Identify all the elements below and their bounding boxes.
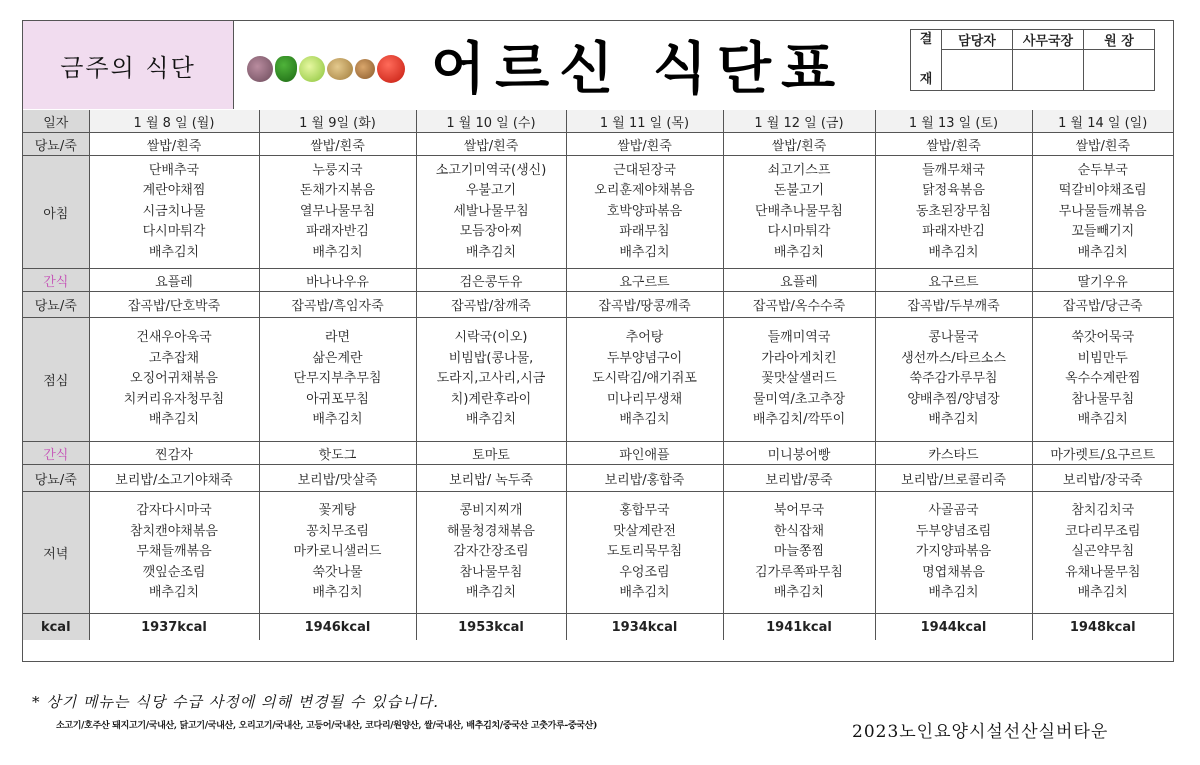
- menu-item: 꼬들빼기지: [1071, 224, 1135, 240]
- menu-item: 시금치나물: [142, 203, 206, 219]
- menu-item: 들깨무채국: [922, 162, 985, 178]
- row-label-kcal: kcal: [23, 614, 89, 641]
- lunch-cell: [723, 318, 875, 442]
- menu-item: 두부양념조림: [915, 523, 992, 539]
- potato-icon: [327, 58, 353, 80]
- approval-role: 사무국장: [1013, 30, 1084, 50]
- menu-item: 배추김치: [928, 585, 979, 601]
- rice2-cell: 잡곡밥/당근죽: [1032, 292, 1173, 318]
- menu-item: 마늘쫑찜: [773, 544, 825, 560]
- menu-item: 오징어귀채볶음: [130, 371, 218, 387]
- snack1-cell: 요구르트: [566, 269, 723, 292]
- snack2-cell: 마가렛트/요구르트: [1032, 442, 1173, 465]
- menu-item: 라면: [324, 330, 351, 346]
- menu-item: 참나물무침: [459, 564, 523, 580]
- row-label-rice2: 당뇨/죽: [23, 292, 89, 318]
- breakfast-cell: [723, 156, 875, 269]
- breakfast-cell: [566, 156, 723, 269]
- row-rice2: [23, 292, 1173, 318]
- kcal-cell: 1941kcal: [723, 614, 875, 641]
- rice1-cell: 쌀밥/흰죽: [875, 133, 1032, 156]
- menu-item: 배추김치: [1077, 244, 1128, 260]
- menu-item: 양배추찜/양념장: [907, 391, 1000, 407]
- rice1-cell: 쌀밥/흰죽: [416, 133, 566, 156]
- menu-item: 꽃맛살샐러드: [761, 371, 837, 387]
- menu-item: 추어탕: [625, 330, 664, 346]
- row-label-rice3: 당뇨/죽: [23, 465, 89, 492]
- menu-item: 건새우아욱국: [136, 330, 212, 346]
- date-cell: 1 월 8 일 (월): [89, 110, 259, 133]
- menu-item: 가지양파볶음: [915, 544, 992, 560]
- row-snack2: [23, 442, 1173, 465]
- snack1-cell: 바나나우유: [259, 269, 416, 292]
- menu-item: 다시마튀각: [142, 224, 206, 240]
- rice1-cell: 쌀밥/흰죽: [89, 133, 259, 156]
- menu-item: 코다리무조림: [1065, 523, 1141, 539]
- rice2-cell: 잡곡밥/흑임자죽: [259, 292, 416, 318]
- menu-item: 소고기미역국(생신): [435, 162, 547, 178]
- menu-sheet: [22, 20, 1174, 662]
- menu-item: 쑥갓어묵국: [1071, 330, 1135, 346]
- date-cell: 1 월 10 일 (수): [416, 110, 566, 133]
- snack2-cell: 파인애플: [566, 442, 723, 465]
- lunch-cell: [259, 318, 416, 442]
- menu-item: 콩나물국: [928, 330, 979, 346]
- menu-item: 꽁치무조림: [306, 523, 369, 539]
- menu-item: 도라지,고사리,시금: [436, 371, 546, 387]
- snack2-cell: 카스타드: [875, 442, 1032, 465]
- snack1-cell: 요플레: [89, 269, 259, 292]
- menu-item: 배추김치: [1077, 585, 1128, 601]
- row-lunch: [23, 318, 1173, 442]
- menu-item: 배추김치: [312, 244, 363, 260]
- header: [23, 21, 1173, 111]
- row-rice3: [23, 465, 1173, 492]
- menu-table: [23, 110, 1173, 640]
- lunch-cell: [875, 318, 1032, 442]
- menu-item: 배추김치: [619, 585, 670, 601]
- rice3-cell: 보리밥/장국죽: [1032, 465, 1173, 492]
- snack1-cell: 요플레: [723, 269, 875, 292]
- menu-item: 단무지부추무침: [293, 371, 382, 387]
- onion-icon: [355, 59, 375, 79]
- menu-item: 사골곰국: [928, 503, 979, 519]
- menu-item: 배추김치: [148, 244, 200, 260]
- menu-item: 동초된장무침: [915, 203, 992, 219]
- date-cell: 1 월 14 일 (일): [1032, 110, 1173, 133]
- kcal-cell: 1934kcal: [566, 614, 723, 641]
- menu-item: 맛살계란전: [613, 523, 676, 539]
- menu-item: 가라아게치킨: [761, 350, 837, 366]
- menu-item: 비빔만두: [1077, 350, 1128, 366]
- breakfast-cell: [416, 156, 566, 269]
- menu-item: 꽃게탕: [318, 503, 357, 519]
- menu-item: 돈불고기: [773, 183, 825, 199]
- menu-item: 닭정육볶음: [922, 183, 985, 199]
- rice2-cell: 잡곡밥/참깨죽: [416, 292, 566, 318]
- rice1-cell: 쌀밥/흰죽: [723, 133, 875, 156]
- menu-item: 배추김치: [619, 244, 670, 260]
- menu-item: 도토리묵무침: [606, 544, 683, 560]
- row-snack1: [23, 269, 1173, 292]
- dinner-cell: [875, 492, 1032, 614]
- approval-signature: [1013, 50, 1084, 91]
- breakfast-cell: [89, 156, 259, 269]
- menu-item: 세발나물무침: [453, 203, 529, 219]
- menu-item: 미나리무생채: [606, 391, 683, 407]
- row-label-snack1: 간식: [23, 269, 89, 292]
- rice2-cell: 잡곡밥/단호박죽: [89, 292, 259, 318]
- row-label-date: 일자: [23, 110, 89, 133]
- menu-item: 쑥주감가루무침: [909, 371, 998, 387]
- page-title: 어르신 식단표: [431, 37, 846, 102]
- menu-item: 고추잡채: [148, 350, 200, 366]
- kcal-cell: 1946kcal: [259, 614, 416, 641]
- approval-role: 담당자: [942, 30, 1013, 50]
- snack2-cell: 핫도그: [259, 442, 416, 465]
- menu-item: 시락국(이오): [454, 330, 528, 346]
- menu-item: 비빔밥(콩나물,: [448, 350, 534, 366]
- menu-item: 돈채가지볶음: [299, 183, 376, 199]
- date-cell: 1 월 11 일 (목): [566, 110, 723, 133]
- row-rice1: [23, 133, 1173, 156]
- breakfast-cell: [259, 156, 416, 269]
- menu-item: 파래자반김: [306, 224, 369, 240]
- row-label-breakfast: 아침: [23, 156, 89, 269]
- dinner-cell: [723, 492, 875, 614]
- row-label-lunch: 점심: [23, 318, 89, 442]
- menu-item: 무나물들깨볶음: [1058, 203, 1147, 219]
- pepper-icon: [275, 56, 297, 82]
- cabbage-icon: [299, 56, 325, 82]
- dinner-cell: [566, 492, 723, 614]
- rice1-cell: 쌀밥/흰죽: [1032, 133, 1173, 156]
- menu-item: 우엉조림: [619, 564, 670, 580]
- menu-item: 순두부국: [1077, 162, 1128, 178]
- menu-item: 다시마튀각: [767, 224, 831, 240]
- origin-note: 소고기/호주산 돼지고기/국내산, 닭고기/국내산, 오리고기/국내산, 고등어/국내산, 코다리/원양산, 쌀/국내산, 배추김치/중국산 고춧가루-중국산): [56, 721, 598, 731]
- menu-item: 김가루쪽파무침: [755, 564, 843, 580]
- menu-item: 배추김치: [928, 412, 979, 428]
- menu-item: 파래자반김: [922, 224, 985, 240]
- menu-item: 계란야채찜: [142, 183, 206, 199]
- menu-item: 콩비지찌개: [459, 503, 523, 519]
- rice3-cell: 보리밥/소고기야채죽: [89, 465, 259, 492]
- date-cell: 1 월 9일 (화): [259, 110, 416, 133]
- menu-item: 쑥갓나물: [312, 564, 363, 580]
- menu-item: 배추김치: [148, 412, 200, 428]
- rice3-cell: 보리밥/홍합죽: [566, 465, 723, 492]
- snack1-cell: 요구르트: [875, 269, 1032, 292]
- weekly-label: 금주의 식단: [23, 21, 234, 109]
- menu-item: 생선까스/타르소스: [901, 350, 1006, 366]
- approval-role: 원 장: [1084, 30, 1155, 50]
- menu-item: 홍합무국: [619, 503, 670, 519]
- menu-item: 참치캔야채볶음: [130, 523, 218, 539]
- dinner-cell: [89, 492, 259, 614]
- menu-item: 근대된장국: [613, 162, 676, 178]
- menu-item: 해물청경채볶음: [447, 523, 535, 539]
- menu-item: 파래무침: [619, 224, 670, 240]
- menu-item: 명엽채볶음: [922, 564, 985, 580]
- date-cell: 1 월 13 일 (토): [875, 110, 1032, 133]
- approval-box: [910, 29, 1155, 91]
- rice3-cell: 보리밥/맛살죽: [259, 465, 416, 492]
- menu-item: 감자간장조림: [453, 544, 529, 560]
- menu-item: 배추김치: [465, 412, 517, 428]
- lunch-cell: [89, 318, 259, 442]
- menu-item: 무채들깨볶음: [136, 544, 212, 560]
- menu-item: 열무나물무침: [299, 203, 376, 219]
- menu-item: 단배추나물무침: [755, 203, 843, 219]
- rice2-cell: 잡곡밥/두부깨죽: [875, 292, 1032, 318]
- footnote: * 상기 메뉴는 식당 수급 사정에 의해 변경될 수 있습니다.: [32, 693, 439, 711]
- lunch-cell: [416, 318, 566, 442]
- rice3-cell: 보리밥/브로콜리죽: [875, 465, 1032, 492]
- menu-item: 우불고기: [465, 183, 517, 199]
- menu-item: 배추김치: [773, 244, 825, 260]
- menu-item: 두부양념구이: [606, 350, 683, 366]
- rice1-cell: 쌀밥/흰죽: [566, 133, 723, 156]
- menu-item: 배추김치: [465, 585, 517, 601]
- menu-item: 쇠고기스프: [767, 162, 831, 178]
- menu-item: 실곤약무침: [1071, 544, 1135, 560]
- menu-item: 배추김치/깍뚜이: [752, 412, 846, 428]
- approval-side-label: 결 재: [911, 30, 942, 91]
- snack1-cell: 딸기우유: [1032, 269, 1173, 292]
- kcal-cell: 1953kcal: [416, 614, 566, 641]
- dinner-cell: [416, 492, 566, 614]
- menu-item: 참치김치국: [1071, 503, 1135, 519]
- rice3-cell: 보리밥/ 녹두죽: [416, 465, 566, 492]
- menu-item: 깻잎순조림: [142, 564, 206, 580]
- organization-name: 2023노인요양시설선산실버타운: [852, 722, 1109, 742]
- menu-item: 배추김치: [312, 412, 363, 428]
- snack2-cell: 찐감자: [89, 442, 259, 465]
- row-kcal: [23, 614, 1173, 641]
- kcal-cell: 1948kcal: [1032, 614, 1173, 641]
- tomato-icon: [377, 55, 405, 83]
- menu-item: 한식잡채: [773, 523, 825, 539]
- menu-item: 아귀포무침: [306, 391, 369, 407]
- menu-item: 누룽지국: [312, 162, 363, 178]
- row-label-rice1: 당뇨/죽: [23, 133, 89, 156]
- menu-item: 감자다시마국: [136, 503, 212, 519]
- menu-item: 배추김치: [619, 412, 670, 428]
- lettuce-icon: [247, 56, 273, 82]
- menu-item: 마카로니샐러드: [293, 544, 382, 560]
- row-label-dinner: 저녁: [23, 492, 89, 614]
- menu-item: 오리훈제야채볶음: [594, 183, 695, 199]
- snack2-cell: 토마토: [416, 442, 566, 465]
- menu-item: 치커리유자청무침: [123, 391, 225, 407]
- menu-item: 배추김치: [1077, 412, 1128, 428]
- menu-item: 떡갈비야채조림: [1058, 183, 1147, 199]
- menu-item: 호박양파볶음: [606, 203, 683, 219]
- dinner-cell: [259, 492, 416, 614]
- rice2-cell: 잡곡밥/땅콩깨죽: [566, 292, 723, 318]
- rice2-cell: 잡곡밥/옥수수죽: [723, 292, 875, 318]
- row-dinner: [23, 492, 1173, 614]
- breakfast-cell: [1032, 156, 1173, 269]
- menu-item: 도시락김/애기쥐포: [592, 371, 697, 387]
- menu-item: 물미역/초고추장: [752, 391, 846, 407]
- menu-item: 배추김치: [773, 585, 825, 601]
- menu-item: 치)계란후라이: [450, 391, 532, 407]
- menu-item: 단배추국: [148, 162, 200, 178]
- vegetable-icons: [247, 55, 405, 83]
- menu-item: 배추김치: [148, 585, 200, 601]
- kcal-cell: 1944kcal: [875, 614, 1032, 641]
- kcal-cell: 1937kcal: [89, 614, 259, 641]
- menu-item: 북어무국: [773, 503, 825, 519]
- dinner-cell: [1032, 492, 1173, 614]
- date-cell: 1 월 12 일 (금): [723, 110, 875, 133]
- row-date: [23, 110, 1173, 133]
- menu-item: 유채나물무침: [1065, 564, 1141, 580]
- rice1-cell: 쌀밥/흰죽: [259, 133, 416, 156]
- row-breakfast: [23, 156, 1173, 269]
- menu-item: 옥수수계란찜: [1065, 371, 1141, 387]
- approval-signature: [1084, 50, 1155, 91]
- snack1-cell: 검은콩두유: [416, 269, 566, 292]
- menu-item: 배추김치: [465, 244, 517, 260]
- rice3-cell: 보리밥/콩죽: [723, 465, 875, 492]
- menu-item: 모듬장아찌: [459, 224, 523, 240]
- lunch-cell: [1032, 318, 1173, 442]
- row-label-snack2: 간식: [23, 442, 89, 465]
- menu-item: 배추김치: [312, 585, 363, 601]
- menu-item: 배추김치: [928, 244, 979, 260]
- breakfast-cell: [875, 156, 1032, 269]
- approval-signature: [942, 50, 1013, 91]
- snack2-cell: 미니붕어빵: [723, 442, 875, 465]
- lunch-cell: [566, 318, 723, 442]
- menu-item: 삶은계란: [312, 350, 363, 366]
- menu-item: 참나물무침: [1071, 391, 1135, 407]
- menu-item: 들깨미역국: [767, 330, 831, 346]
